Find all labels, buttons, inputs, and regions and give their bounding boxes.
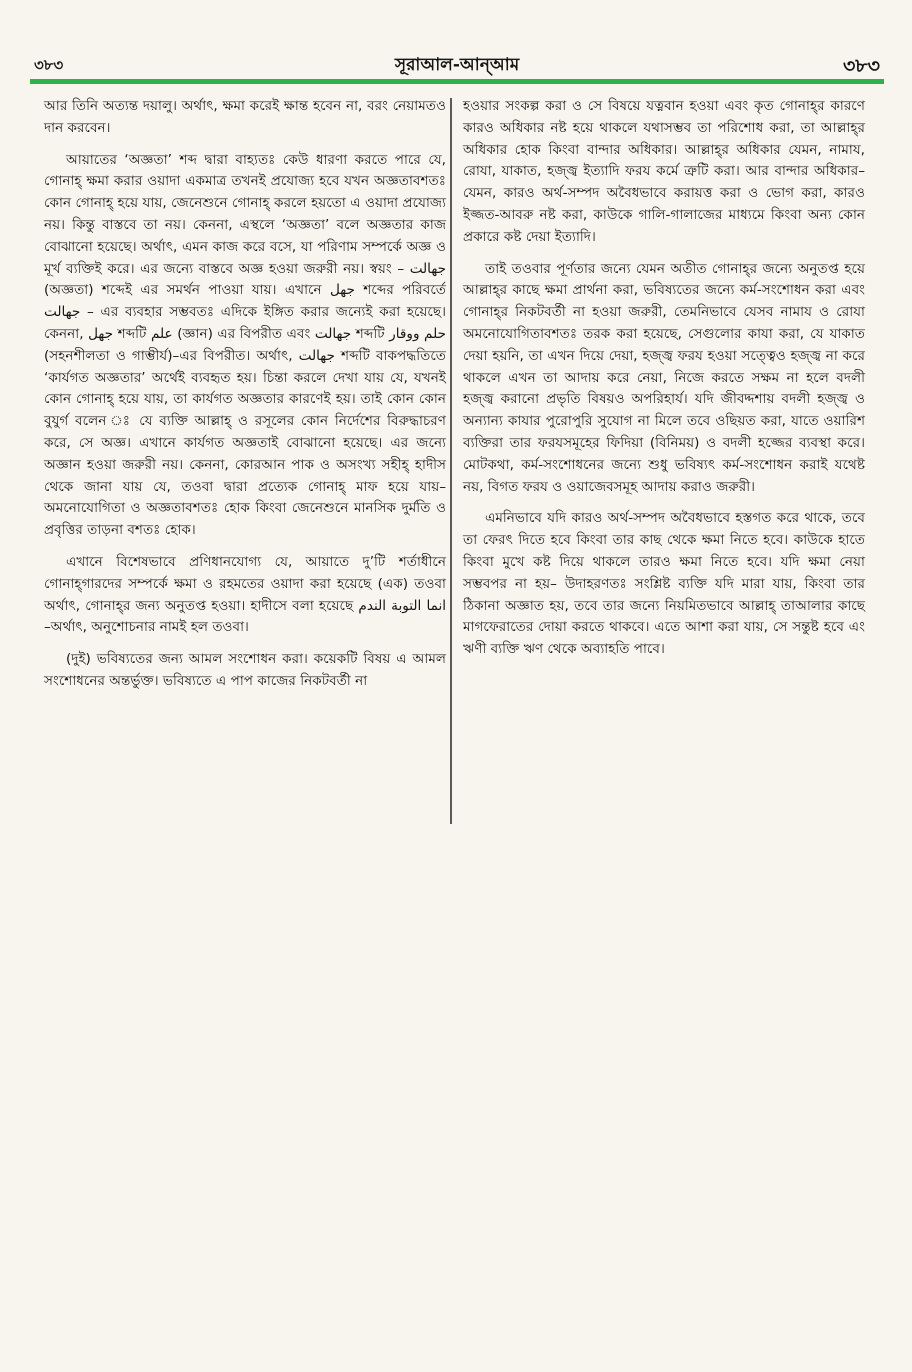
- column-divider: [450, 98, 452, 824]
- running-title: সূরাআল-আন্‌আম: [394, 55, 520, 75]
- paragraph: হওয়ার সংকল্প করা ও সে বিষয়ে যত্নবান হওয়া এবং কৃত গোনাহ্‌র কারণে কারও অধিকার নষ্ট হয়ে থাকলে যথাসম্ভব তা পরিশোধ করা, তা আল্লাহ্‌র অধিকার হোক কিংবা বান্দার অধিকার। আল্লাহ্‌র অধিকার যেমন, নামায, রোযা, যাকাত, হজ্জ্ব ইত্যাদি ফরয কর্মে ত্রুটি করা। আর বান্দার অধিকার– যেমন, কারও অর্থ-সম্পদ অবৈধভাবে করায়ত্ত করা ও ভোগ করা, কারও ইজ্জত-আবরু নষ্ট করা, কাউকে গালি-গালাজের মাধ্যমে কিংবা অন্য কোন প্রকারে কষ্ট দেয়া ইত্যাদি।: [463, 98, 865, 245]
- paragraph: এখানে বিশেষভাবে প্রণিধানযোগ্য যে, আয়াতে দু’টি শর্তাধীনে গোনাহ্‌গারদের সম্পর্কে ক্ষমা ও রহমতের ওয়াদা করা হয়েছে (এক) তওবা অর্থাৎ, গোনাহ্‌র জন্য অনুতপ্ত হওয়া। হাদীসে বলা হয়েছে انما التوبة الندم –অর্থাৎ, অনুশোচনার নামই হল তওবা।: [44, 553, 447, 636]
- page-number-right: ৩৮৩: [842, 55, 880, 77]
- paragraph: (দুই) ভবিষ্যতের জন্য আমল সংশোধন করা। কয়েকটি বিষয় এ আমল সংশোধনের অন্তর্ভুক্ত। ভবিষ্যতে এ পাপ কাজের নিকটবর্তী না: [44, 651, 446, 689]
- page-number-left: ৩৮৩: [34, 56, 64, 74]
- paragraph: আয়াতের ‘অজ্ঞতা’ শব্দ দ্বারা বাহ্যতঃ কেউ ধারণা করতে পারে যে, গোনাহ্‌ ক্ষমা করার ওয়াদা একমাত্র তখনই প্রযোজ্য হবে যখন অজ্ঞতাবশতঃ কোন গোনাহ্‌ হয়ে যায়, জেনেশুনে গোনাহ্‌ করলে হয়তো এ ওয়াদা প্রযোজ্য নয়। কিন্তু বাস্তবে তা নয়। কেননা, এস্থলে ‘অজ্ঞতা’ বলে অজ্ঞতার কাজ বোঝানো হয়েছে। অর্থাৎ, এমন কাজ করে বসে, যা পরিণাম সম্পর্কে অজ্ঞ ও মূর্খ ব্যক্তিই করে। এর জন্যে বাস্তবে অজ্ঞ হওয়া জরুরী নয়। স্বয়ং – جهالت (অজ্ঞতা) শব্দেই এর সমর্থন পাওয়া যায়। এখানে جهل শব্দের পরিবর্তে جهالت – এর ব্যবহার সম্ভবতঃ এদিকে ইঙ্গিত করার জন্যেই করা হয়েছে। কেননা, جهل শব্দটি علم (জ্ঞান) এর বিপরীত এবং جهالت শব্দটি حلم ووقار (সহনশীলতা ও গাম্ভীর্য)–এর বিপরীত। অর্থাৎ, جهالت শব্দটি বাকপদ্ধতিতে ‘কার্যগত অজ্ঞতার’ অর্থেই ব্যবহৃত হয়। চিন্তা করলে দেখা যায় যে, যখনই কোন গোনাহ্‌ হয়ে যায়, তা কার্যগত অজ্ঞতার কারণেই হয়। তাই কোন কোন বুযুর্গ বলেন ঃ যে ব্যক্তি আল্লাহ্‌ ও রসূলের কোন নির্দেশের বিরুদ্ধাচরণ করে, সে অজ্ঞ। এখানে কার্যগত অজ্ঞতাই বোঝানো হয়েছে। এর জন্যে অজ্ঞান হওয়া জরুরী নয়। কেননা, কোরআন পাক ও অসংখ্য সহীহ্‌ হাদীস থেকে জানা যায় যে, তওবা দ্বারা প্রত্যেক গোনাহ্‌ মাফ হয়ে যায়– অমনোযোগিতা ও অজ্ঞতাবশতঃ হোক কিংবা জেনেশুনে মানসিক দুর্মতি ও প্রবৃত্তির তাড়না বশতঃ হোক।: [44, 151, 446, 539]
- right-column: [463, 96, 865, 671]
- paragraph: তাই তওবার পূর্ণতার জন্যে যেমন অতীত গোনাহ্‌র জন্যে অনুতপ্ত হয়ে আল্লাহ্‌র কাছে ক্ষমা প্রার্থনা করা, ভবিষ্যতের জন্যে কর্ম-সংশোধন করা এবং গোনাহ্‌র নিকটবর্তী না হওয়া জরুরী, তেমনিভাবে যেসব নামায ও রোযা অমনোযোগিতাবশতঃ তরক করা হয়েছে, সেগুলোর কাযা করা, যে যাকাত দেয়া হয়নি, তা এখন দিয়ে দেয়া, হজ্জ্ব ফরয হওয়া সত্ত্বেও হজ্জ্ব না করে থাকলে এখন তা আদায় করে নেয়া, নিজে করতে সক্ষম না হলে বদলী হজ্জ্ব করানো প্রভৃতি বিষয়ও অপরিহার্য। যদি জীবদ্দশায় বদলী হজ্জ্ব ও অন্যান্য কাযার পুরোপুরি সুযোগ না মিলে তবে ওছিয়ত করা, যাতে ওয়ারিশ ব্যক্তিরা তার ফরযসমূহের ফিদিয়া (বিনিময়) ও বদলী হজ্জের ব্যবস্থা করে। মোটকথা, কর্ম-সংশোধনের জন্যে শুধু ভবিষ্যৎ কর্ম-সংশোধন করাই যথেষ্ট নয়, বিগত ফরয ও ওয়াজেবসমূহ আদায় করাও জরুরী।: [463, 260, 865, 495]
- page-header: [30, 44, 884, 78]
- paragraph: এমনিভাবে যদি কারও অর্থ-সম্পদ অবৈধভাবে হস্তগত করে থাকে, তবে তা ফেরৎ দিতে হবে কিংবা তার কাছ থেকে ক্ষমা নিতে হবে। কাউকে হাতে কিংবা মুখে কষ্ট দিয়ে থাকলে তারও ক্ষমা নিতে হবে। যদি ক্ষমা নেয়া সম্ভবপর না হয়– উদাহরণতঃ সংশ্লিষ্ট ব্যক্তি যদি মারা যায়, কিংবা তার ঠিকানা অজ্ঞাত হয়, তবে তার জন্যে নিয়মিতভাবে আল্লাহ্‌ তাআলার কাছে মাগফেরাতের দোয়া করতে থাকবে। এতে আশা করা যায়, সে সন্তুষ্ট হবে এং ঋণী ব্যক্তি ঋণ থেকে অব্যাহতি পাবে।: [463, 510, 865, 658]
- left-column: [44, 96, 446, 703]
- header-rule: [30, 79, 884, 84]
- paragraph: আর তিনি অত্যন্ত দয়ালু। অর্থাৎ, ক্ষমা করেই ক্ষান্ত হবেন না, বরং নেয়ামতও দান করবেন।: [44, 98, 446, 136]
